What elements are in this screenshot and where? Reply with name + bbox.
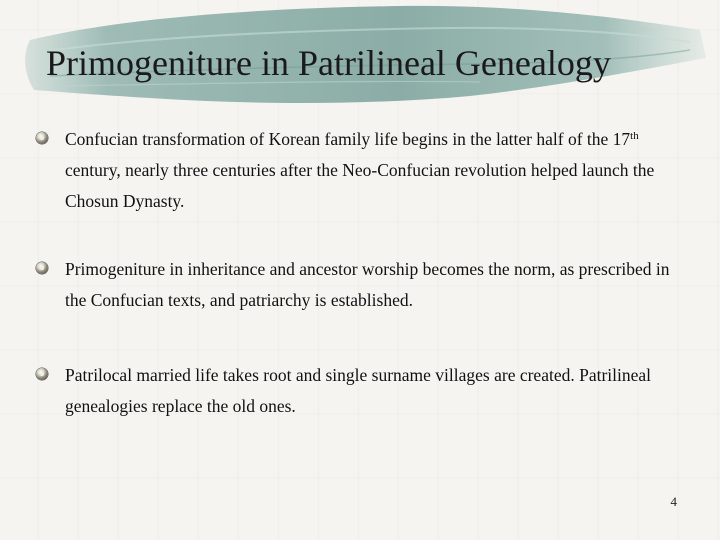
bullet-text-part: Confucian transformation of Korean family life begins in the latter half of the 17 [65, 129, 631, 149]
slide-title: Primogeniture in Patrilineal Genealogy [46, 43, 611, 83]
page-number: 4 [670, 494, 677, 509]
ordinal-superscript: th [630, 130, 639, 142]
sphere-bullet-icon [36, 132, 48, 144]
bullet-text-part: century, nearly three centuries after the Neo-Confucian revolution helped launch the Chosun Dynasty. [65, 160, 655, 211]
sphere-bullet-icon [36, 368, 48, 380]
bullet-text: Patrilocal married life takes root and single surname villages are created. Patrilineal genealogies replace the old ones. [65, 365, 652, 416]
sphere-bullet-icon [36, 262, 48, 274]
bullet-item [36, 124, 676, 217]
bullet-text: Primogeniture in inheritance and ancestor worship becomes the norm, as prescribed in the Confucian texts, and patriarchy is established. [65, 259, 670, 310]
bullet-item [36, 360, 676, 422]
bullet-list [36, 124, 676, 456]
bullet-item [36, 254, 676, 316]
